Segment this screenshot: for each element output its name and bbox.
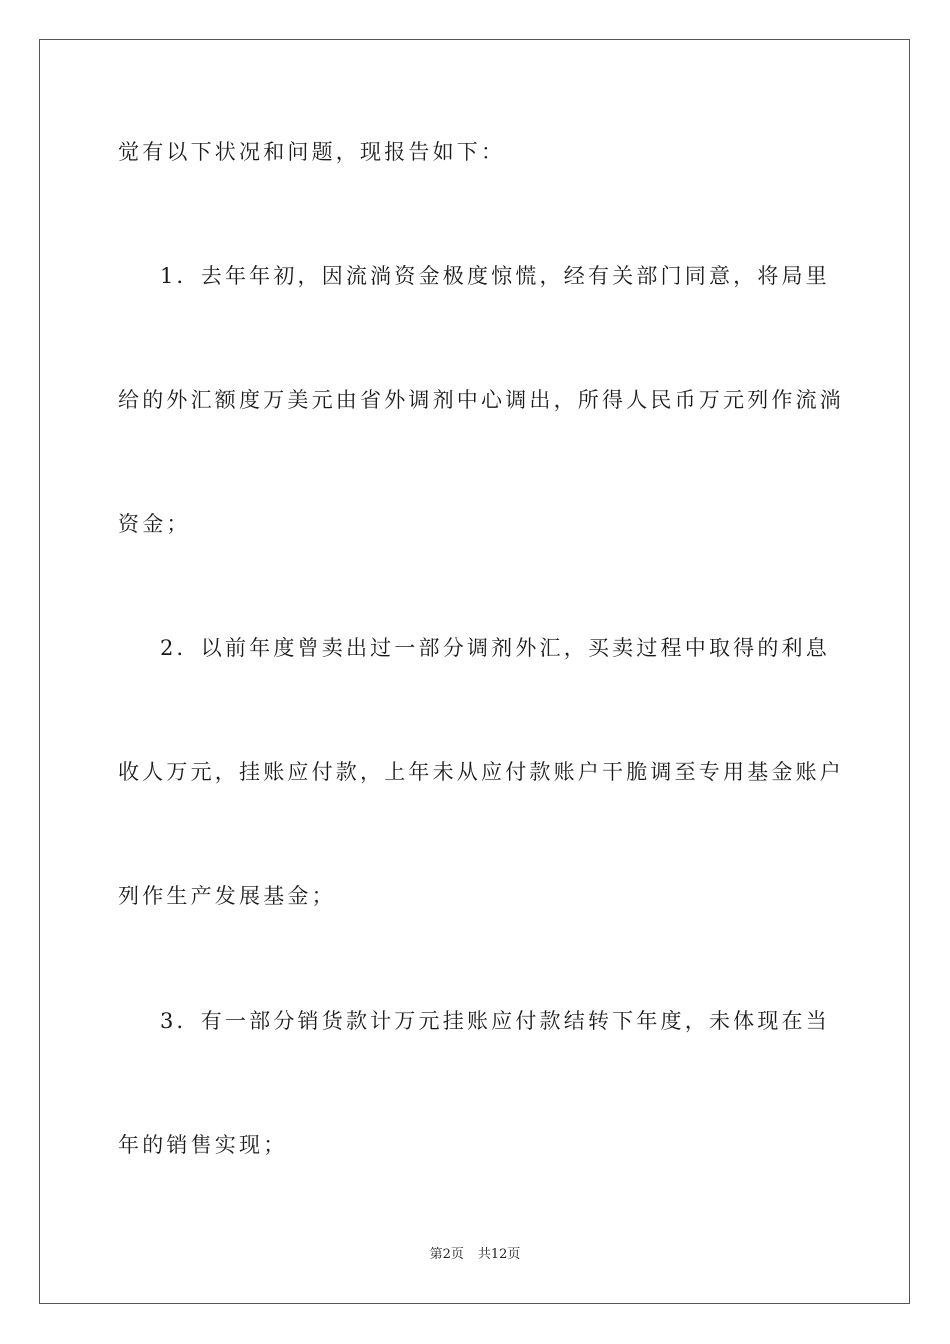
paragraph-line: 1．去年年初，因流淌资金极度惊慌，经有关部门同意，将局里 — [160, 264, 830, 288]
paragraph-line: 收人万元，挂账应付款，上年未从应付款账户干脆调至专用基金账户 — [118, 760, 844, 784]
paragraph-line: 资金； — [118, 512, 191, 536]
paragraph-line: 觉有以下状况和问题，现报告如下： — [118, 140, 506, 164]
paragraph-line: 2．以前年度曾卖出过一部分调剂外汇，买卖过程中取得的利息 — [160, 636, 830, 660]
paragraph-line: 列作生产发展基金； — [118, 884, 336, 908]
paragraph-line: 给的外汇额度万美元由省外调剂中心调出，所得人民币万元列作流淌 — [118, 388, 844, 412]
page-total: 共12页 — [477, 1247, 521, 1262]
paragraph-line: 3．有一部分销货款计万元挂账应付款结转下年度，未体现在当 — [160, 1009, 830, 1033]
page-footer — [0, 1246, 950, 1264]
page-frame — [39, 39, 910, 1304]
page-number: 第2页 — [429, 1247, 464, 1262]
paragraph-line: 年的销售实现； — [118, 1133, 288, 1157]
